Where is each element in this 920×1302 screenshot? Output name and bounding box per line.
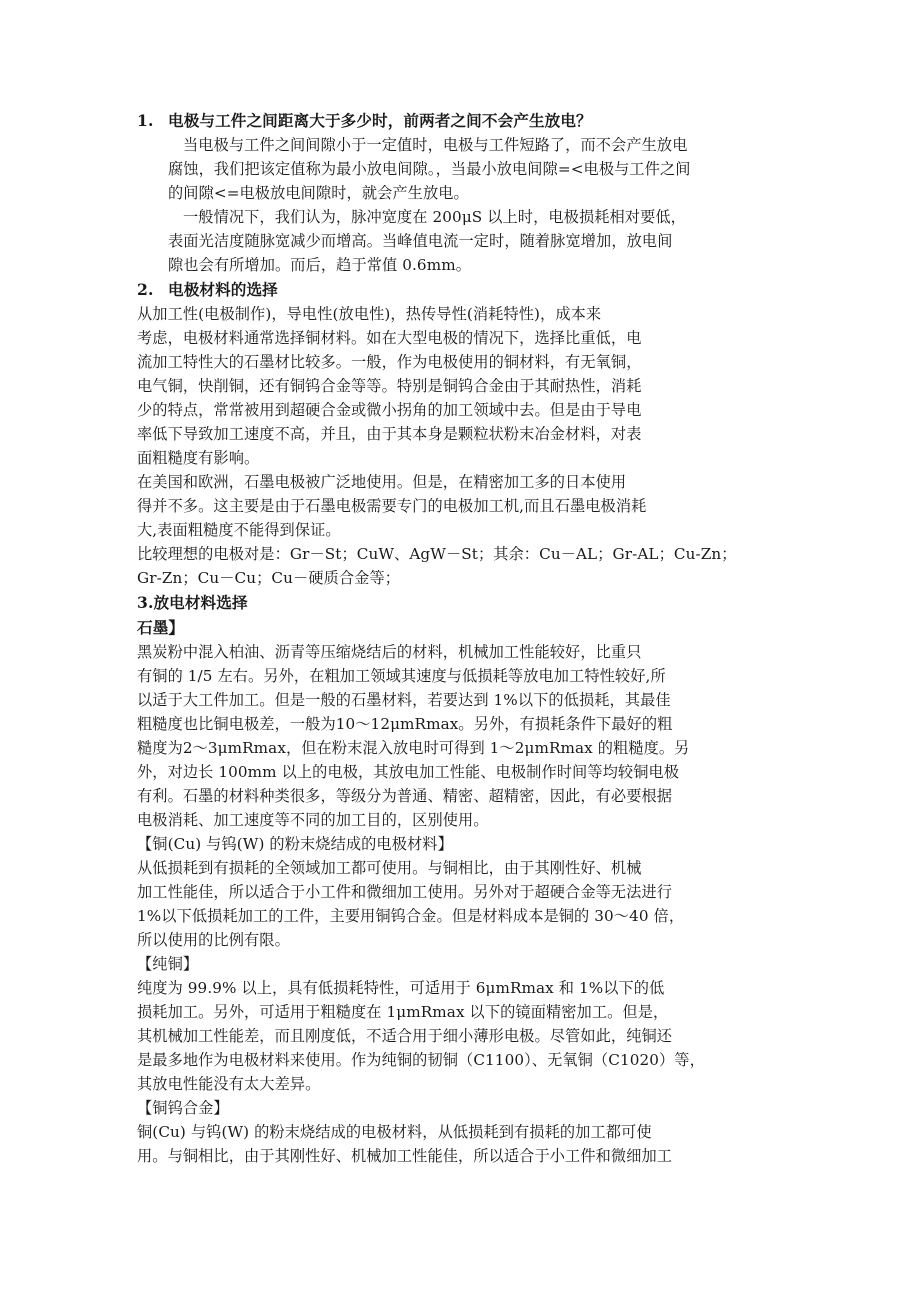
heading-item-1-text: 电极与工件之间距离大于多少时，前两者之间不会产生放电？ [168,111,592,130]
text-line: 比较理想的电极对是：Gr－St；CuW、AgW－St；其余：Cu－AL；Gr-AL；Cu-Zn； [137,545,737,563]
heading-item-1-number: 1. [137,111,154,130]
subheading-cuw-alloy: 【铜钨合金】 [137,1099,229,1117]
text-line: 其放电性能没有太大差异。 [137,1075,321,1093]
text-line: 电极消耗、加工速度等不同的加工目的，区别使用。 [137,811,489,829]
heading-item-2-text: 电极材料的选择 [168,280,278,299]
text-line: 有铜的 1/5 左右。另外，在粗加工领域其速度与低损耗等放电加工特性较好,所 [137,667,666,685]
text-line: 从加工性(电极制作)，导电性(放电性)，热传导性(消耗特性)，成本来 [137,305,602,323]
heading-item-3: 3.放电材料选择 [137,593,248,612]
text-line: 用。与铜相比，由于其刚性好、机械加工性能佳，所以适合于小工件和微细加工 [137,1147,673,1165]
text-line: 隙也会有所增加。而后，趋于常值 0.6mm。 [168,256,471,274]
paragraph-graphite [137,640,793,832]
text-line: 损耗加工。另外，可适用于粗糙度在 1μmRmax 以下的镜面精密加工。但是， [137,1003,669,1021]
text-line: 面粗糙度有影响。 [137,449,260,467]
text-line: 其机械加工性能差，而且刚度低，不适合用于细小薄形电极。尽管如此，纯铜还 [137,1027,673,1045]
text-line: 外，对边长 100mm 以上的电极，其放电加工性能、电极制作时间等均较铜电极 [137,763,680,781]
heading-item-1 [137,108,793,133]
text-line: 考虑，电极材料通常选择铜材料。如在大型电极的情况下，选择比重低，电 [137,329,642,347]
text-line: 以适于大工件加工。但是一般的石墨材料，若要达到 1%以下的低损耗，其最佳 [137,691,671,709]
text-line: 加工性能佳，所以适合于小工件和微细加工使用。另外对于超硬合金等无法进行 [137,883,673,901]
heading-item-2-number: 2. [137,280,154,299]
text-line: 少的特点，常常被用到超硬合金或微小拐角的加工领域中去。但是由于导电 [137,401,642,419]
subheading-graphite: 石墨】 [137,618,185,637]
text-line: Gr-Zn；Cu－Cu；Cu－硬质合金等； [137,569,401,587]
text-line: 铜(Cu) 与钨(W) 的粉末烧结成的电极材料，从低损耗到有损耗的加工都可使 [137,1123,652,1141]
subheading-pure-copper: 【纯铜】 [137,955,199,973]
text-line: 电气铜，快削铜，还有铜钨合金等等。特别是铜钨合金由于其耐热性，消耗 [137,377,642,395]
text-line: 糙度为2～3μmRmax，但在粉末混入放电时可得到 1～2μmRmax 的粗糙度。另 [137,739,690,757]
text-line: 流加工特性大的石墨材比较多。一般，作为电极使用的铜材料，有无氧铜， [137,353,642,371]
text-line: 从低损耗到有损耗的全领域加工都可使用。与铜相比，由于其刚性好、机械 [137,859,642,877]
text-line: 在美国和欧洲，石墨电极被广泛地使用。但是，在精密加工多的日本使用 [137,473,627,491]
subheading-cuw-sintered: 【铜(Cu) 与钨(W) 的粉末烧结成的电极材料】 [137,835,453,853]
text-line: 是最多地作为电极材料来使用。作为纯铜的韧铜（C1100）、无氧铜（C1020）等， [137,1051,705,1069]
text-line: 粗糙度也比铜电极差，一般为10～12μmRmax。另外，有损耗条件下最好的粗 [137,715,673,733]
paragraph-item-2-c [137,542,793,590]
paragraph-pure-copper [137,976,793,1096]
paragraph-item-1-b [137,205,793,277]
text-line: 大,表面粗糙度不能得到保证。 [137,521,341,539]
text-line: 一般情况下，我们认为，脉冲宽度在 200μS 以上时，电极损耗相对要低， [183,208,686,226]
text-line: 的间隙<=电极放电间隙时，就会产生放电。 [168,184,469,202]
text-line: 率低下导致加工速度不高，并且，由于其本身是颗粒状粉末冶金材料，对表 [137,425,642,443]
text-line: 纯度为 99.9% 以上，具有低损耗特性，可适用于 6μmRmax 和 1%以下的低 [137,979,665,997]
heading-item-2 [137,277,793,302]
paragraph-cuw-alloy [137,1120,793,1168]
text-line: 所以使用的比例有限。 [137,931,290,949]
text-line: 当电极与工件之间间隙小于一定值时，电极与工件短路了，而不会产生放电 [183,136,688,154]
paragraph-cuw-sintered [137,856,793,952]
document-content [137,108,793,1168]
text-line: 腐蚀，我们把该定值称为最小放电间隙。，当最小放电间隙=<电极与工件之间 [168,160,691,178]
text-line: 表面光洁度随脉宽减少而增高。当峰值电流一定时，随着脉宽增加，放电间 [168,232,673,250]
text-line: 得并不多。这主要是由于石墨电极需要专门的电极加工机,而且石墨电极消耗 [137,497,647,515]
text-line: 1%以下低损耗加工的工件，主要用铜钨合金。但是材料成本是铜的 30～40 倍， [137,907,685,925]
paragraph-item-2-a [137,302,793,470]
paragraph-item-2-b [137,470,793,542]
text-line: 有利。石墨的材料种类很多，等级分为普通、精密、超精密，因此，有必要根据 [137,787,673,805]
paragraph-item-1-a [137,133,793,205]
text-line: 黑炭粉中混入柏油、沥青等压缩烧结后的材料，机械加工性能较好，比重只 [137,643,642,661]
